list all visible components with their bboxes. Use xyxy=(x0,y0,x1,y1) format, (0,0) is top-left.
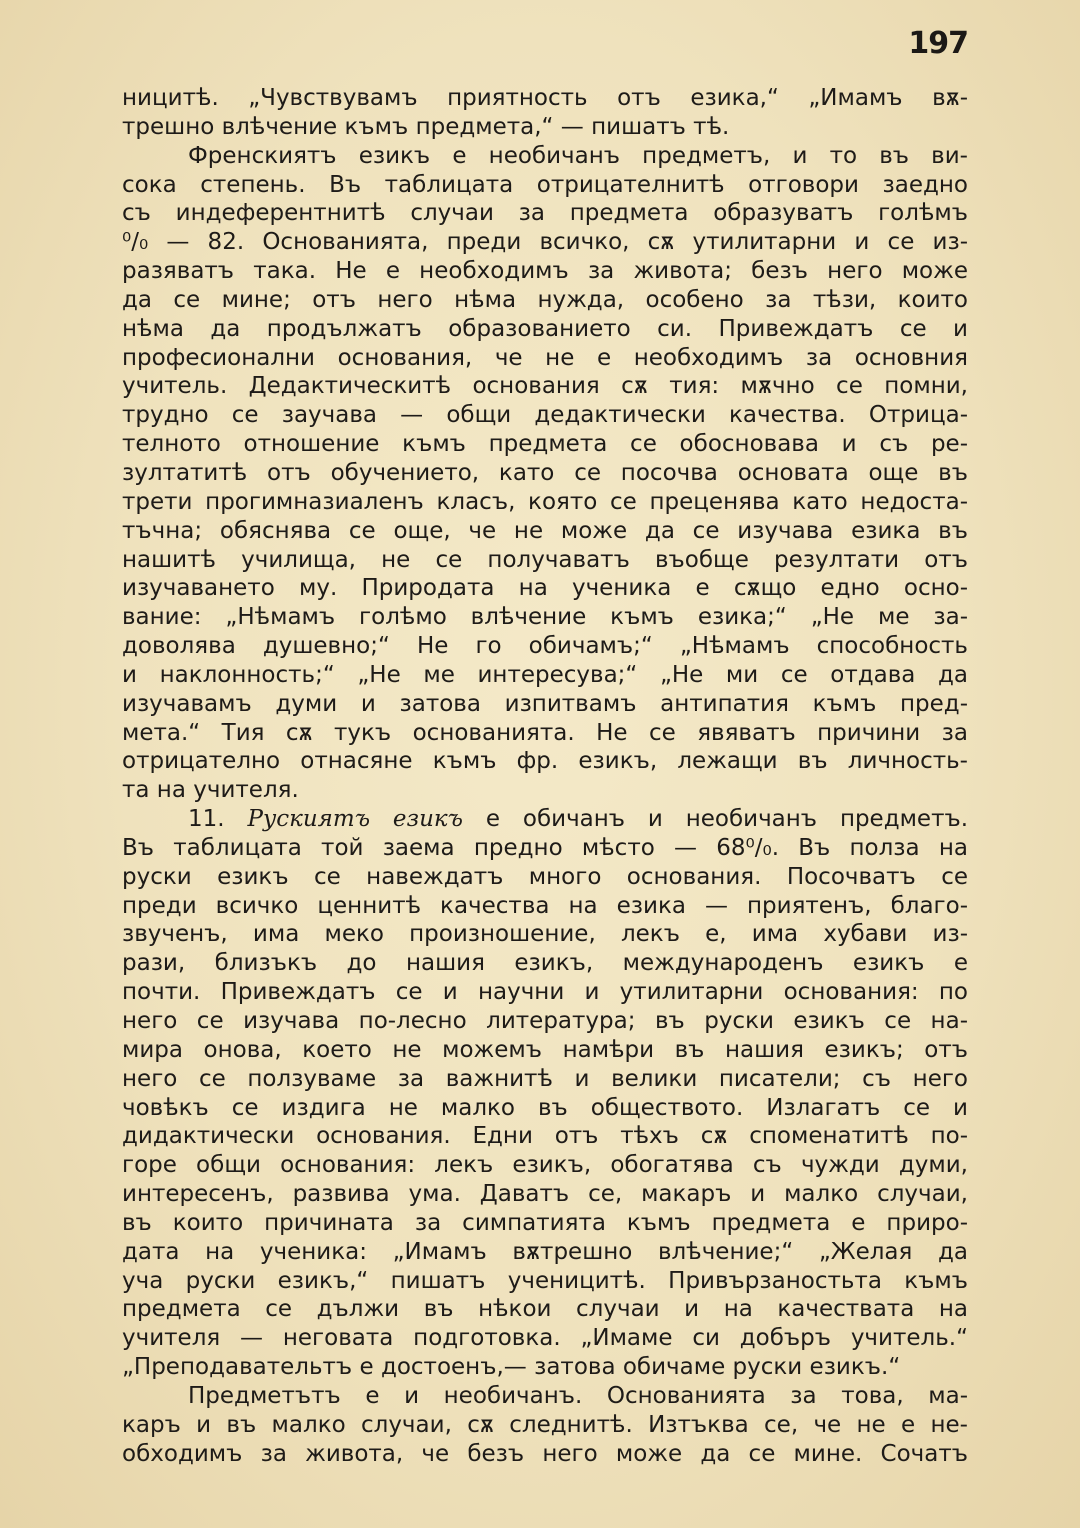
text-line: мира онова, което не можемъ намѣри въ нашия езикъ; отъ xyxy=(122,1036,968,1063)
text-line: разяватъ така. Не е необходимъ за живота; безъ него може xyxy=(122,258,968,285)
text-line: нашитѣ училища, не се получаватъ въобще резултати отъ xyxy=(122,546,968,573)
text-line: тъчна; обяснява се още, че не може да се изучава езика въ xyxy=(122,517,968,544)
text-line: изучаването му. Природата на ученика е сѫщо едно осно- xyxy=(122,575,968,602)
page-number: 197 xyxy=(908,26,968,61)
text-line: рази, близъкъ до нашия езикъ, международенъ езикъ е xyxy=(122,950,968,977)
text-line: та на учителя. xyxy=(122,777,299,804)
section-line-text: е обичанъ и необичанъ предметъ. xyxy=(485,806,969,833)
text-line: изучавамъ думи и затова изпитвамъ антипатия къмъ пред- xyxy=(122,690,968,717)
text-line: дата на ученика: „Имамъ вѫтрешно влѣчение;“ „Желая да xyxy=(122,1238,968,1265)
text-line: трудно се заучава — общи дедактически качества. Отрица- xyxy=(122,402,968,429)
section-heading-line xyxy=(122,805,968,834)
text-line: него се ползуваме за важнитѣ и велики писатели; съ него xyxy=(122,1065,968,1092)
text-line: ⁰/₀ — 82. Основанията, преди всичко, сѫ утилитарни и се из- xyxy=(122,229,968,256)
text-line: професионални основания, че не е необходимъ за основния xyxy=(122,344,968,371)
text-line: преди всичко ценнитѣ качества на езика — приятенъ, благо- xyxy=(122,892,968,919)
text-line: горе общи основания: лекъ езикъ, обогатява съ чужди думи, xyxy=(122,1152,968,1179)
text-line: дидактически основания. Едни отъ тѣхъ сѫ споменатитѣ по- xyxy=(122,1123,968,1150)
text-line: съ индеферентнитѣ случаи за предмета образуватъ голѣмъ xyxy=(122,200,968,227)
text-line: вание: „Нѣмамъ голѣмо влѣчение къмъ езика;“ „Не ме за- xyxy=(122,604,968,631)
text-line: „Преподавательтъ е достоенъ,— затова обичаме руски езикъ.“ xyxy=(122,1354,901,1381)
text-line: него се изучава по-лесно литература; въ руски езикъ се на- xyxy=(122,1008,968,1034)
text-line: звученъ, има меко произношение, лекъ е, има хубави из- xyxy=(122,921,968,948)
text-line: телното отношение къмъ предмета се обосновава и съ ре- xyxy=(122,431,968,458)
section-number: 11. xyxy=(188,806,225,833)
text-line: Въ таблицата той заема предно мѣсто — 68⁰/₀. Въ полза на xyxy=(122,834,968,861)
text-line: и наклонность;“ „Не ме интересува;“ „Не ми се отдава да xyxy=(122,661,968,688)
text-line: зултатитѣ отъ обучението, като се посочва основата още въ xyxy=(122,459,968,486)
text-line: почти. Привеждатъ се и научни и утилитарни основания: по xyxy=(122,979,968,1006)
text-line: човѣкъ се издига не малко въ обществото. Излагатъ се и xyxy=(122,1094,968,1121)
section-title: Рускиятъ езикъ xyxy=(247,806,463,833)
text-line: предмета се дължи въ нѣкои случаи и на качествата на xyxy=(122,1296,968,1323)
text-line: мета.“ Тия сѫ тукъ основанията. Не се явяватъ причини за xyxy=(122,719,968,746)
body-text xyxy=(122,84,968,1469)
text-line: нѣма да продължатъ образованието си. Привеждатъ се и xyxy=(122,315,968,342)
text-line: трети прогимназиаленъ класъ, която се преценява като недоста- xyxy=(122,488,968,515)
text-line: учителя — неговата подготовка. „Имаме си добъръ учитель.“ xyxy=(122,1325,968,1352)
text-line: учитель. Дедактическитѣ основания сѫ тия: мѫчно се помни, xyxy=(122,373,968,400)
text-line: каръ и въ малко случаи, сѫ следнитѣ. Изтъква се, че не е не- xyxy=(122,1411,968,1438)
text-line: интересенъ, развива ума. Даватъ се, макаръ и малко случаи, xyxy=(122,1181,968,1208)
text-line: обходимъ за живота, че безъ него може да се мине. Сочатъ xyxy=(122,1440,968,1467)
text-line: Френскиятъ езикъ е необичанъ предметъ, и то въ ви- xyxy=(188,142,968,169)
text-line: сока степень. Въ таблицата отрицателнитѣ отговори заедно xyxy=(122,171,968,198)
text-line: ницитѣ. „Чувствувамъ приятность отъ езика,“ „Имамъ вѫ- xyxy=(122,85,968,111)
text-line: да се мине; отъ него нѣма нужда, особено за тѣзи, които xyxy=(122,286,968,313)
text-line: руски езикъ се навеждатъ много основания. Посочватъ се xyxy=(122,863,968,890)
text-line: въ които причината за симпатията къмъ предмета е приро- xyxy=(122,1209,968,1236)
text-line: доволява душевно;“ Не го обичамъ;“ „Нѣмамъ способность xyxy=(122,633,968,660)
text-line: уча руски езикъ,“ пишатъ ученицитѣ. Привързаностьта къмъ xyxy=(122,1267,968,1294)
text-line: трешно влѣчение къмъ предмета,“ — пишатъ тѣ. xyxy=(122,113,730,140)
text-line: Предметътъ е и необичанъ. Основанията за това, ма- xyxy=(188,1382,968,1409)
text-line: отрицателно отнасяне къмъ фр. езикъ, лежащи въ личность- xyxy=(122,748,968,775)
